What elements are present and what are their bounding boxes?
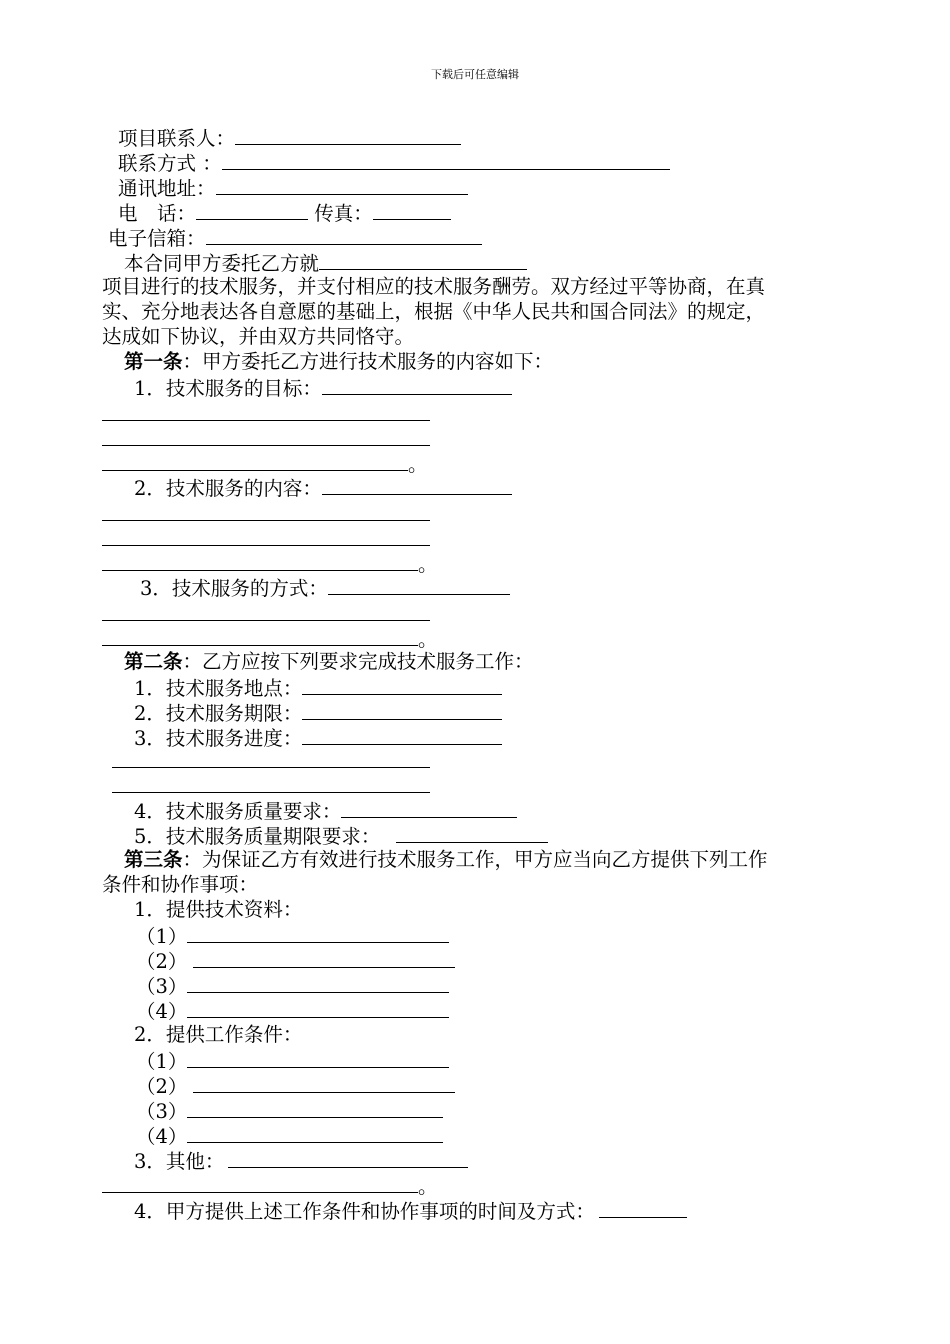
- email-field[interactable]: [206, 224, 482, 245]
- tech-doc-2: （2）: [136, 947, 455, 974]
- quality-requirement-field[interactable]: [341, 797, 517, 818]
- work-cond-1-field[interactable]: [187, 1047, 449, 1068]
- article2-item2: 2．技术服务期限：: [134, 699, 502, 726]
- article2-item4: 4．技术服务质量要求：: [134, 797, 517, 824]
- project-contact-label: 项目联系人：: [118, 127, 236, 150]
- blank-line[interactable]: [102, 420, 430, 421]
- service-method-field[interactable]: [328, 574, 510, 595]
- tech-doc-2-field[interactable]: [193, 947, 455, 968]
- blank-line[interactable]: [102, 545, 430, 546]
- article3-item3: 3．其他：: [134, 1147, 468, 1174]
- email-line: [108, 224, 482, 251]
- tech-doc-1-field[interactable]: [187, 922, 449, 943]
- work-cond-3: （3）: [136, 1097, 443, 1124]
- fax-label: 传真：: [314, 202, 373, 225]
- tech-doc-1: （1）: [136, 922, 449, 949]
- project-contact-field[interactable]: [235, 124, 461, 145]
- article2-title: 第二条: [124, 650, 183, 673]
- project-contact-line: [118, 124, 461, 151]
- tech-doc-3: （3）: [136, 972, 449, 999]
- phone-field[interactable]: [196, 199, 308, 220]
- article2-item1: 1．技术服务地点：: [134, 674, 502, 701]
- address-label: 通讯地址：: [118, 177, 216, 200]
- article3-item1: 1．提供技术资料：: [134, 898, 303, 921]
- service-content-field[interactable]: [322, 474, 512, 495]
- intro-line-1: 本合同甲方委托乙方就: [124, 249, 527, 276]
- phone-fax-line: [118, 199, 451, 226]
- blank-line[interactable]: [102, 1192, 418, 1193]
- other-field[interactable]: [228, 1147, 468, 1168]
- address-line: [118, 174, 468, 201]
- tech-doc-4: （4）: [136, 997, 449, 1024]
- email-label: 电子信箱：: [108, 227, 206, 250]
- service-progress-field[interactable]: [302, 724, 502, 745]
- article2-heading: 第二条：乙方应按下列要求完成技术服务工作：: [124, 650, 534, 673]
- work-cond-4-field[interactable]: [187, 1122, 443, 1143]
- work-cond-2: （2）: [136, 1072, 455, 1099]
- blank-line[interactable]: [102, 570, 418, 571]
- intro-line-3: 实、充分地表达各自意愿的基础上，根据《中华人民共和国合同法》的规定，: [102, 300, 766, 323]
- article2-item5: 5．技术服务质量期限要求：: [134, 822, 548, 849]
- article1-item1: 1．技术服务的目标：: [134, 374, 512, 401]
- article3-item4: 4．甲方提供上述工作条件和协作事项的时间及方式：: [134, 1197, 687, 1224]
- period-mark: 。: [418, 1175, 438, 1198]
- contact-method-field[interactable]: [222, 149, 670, 170]
- intro-line-2: 项目进行的技术服务，并支付相应的技术服务酬劳。双方经过平等协商，在真: [102, 275, 766, 298]
- article3-heading-cont: 条件和协作事项：: [102, 873, 259, 896]
- blank-line[interactable]: [112, 792, 430, 793]
- work-cond-3-field[interactable]: [187, 1097, 443, 1118]
- blank-line[interactable]: [102, 445, 430, 446]
- service-location-field[interactable]: [302, 674, 502, 695]
- service-goal-field[interactable]: [322, 374, 512, 395]
- article1-item2: 2．技术服务的内容：: [134, 474, 512, 501]
- intro-line-4: 达成如下协议，并由双方共同恪守。: [102, 325, 415, 348]
- work-cond-4: （4）: [136, 1122, 443, 1149]
- article1-heading: 第一条：甲方委托乙方进行技术服务的内容如下：: [124, 350, 554, 373]
- article2-item3: 3．技术服务进度：: [134, 724, 502, 751]
- blank-line[interactable]: [102, 620, 430, 621]
- phone-label: 电 话：: [118, 202, 197, 225]
- blank-line[interactable]: [112, 767, 430, 768]
- article3-title: 第三条: [124, 848, 183, 871]
- work-cond-2-field[interactable]: [193, 1072, 455, 1093]
- page-header: 下载后可任意编辑: [431, 68, 519, 81]
- article3-heading: 第三条：为保证乙方有效进行技术服务工作，甲方应当向乙方提供下列工作: [124, 848, 768, 871]
- contact-method-line: [118, 149, 670, 176]
- period-mark: 。: [408, 453, 428, 476]
- article3-item2: 2．提供工作条件：: [134, 1023, 303, 1046]
- fax-field[interactable]: [373, 199, 451, 220]
- contact-method-label: 联系方式 ：: [118, 152, 222, 175]
- article1-item3: 3．技术服务的方式：: [140, 574, 510, 601]
- quality-period-field[interactable]: [396, 822, 548, 843]
- service-period-field[interactable]: [302, 699, 502, 720]
- address-field[interactable]: [216, 174, 468, 195]
- period-mark: 。: [418, 628, 438, 651]
- tech-doc-4-field[interactable]: [187, 997, 449, 1018]
- work-cond-1: （1）: [136, 1047, 449, 1074]
- project-name-field[interactable]: [319, 249, 527, 270]
- blank-line[interactable]: [102, 645, 418, 646]
- blank-line[interactable]: [102, 520, 430, 521]
- blank-line[interactable]: [102, 470, 408, 471]
- period-mark: 。: [418, 553, 438, 576]
- tech-doc-3-field[interactable]: [187, 972, 449, 993]
- article1-title: 第一条: [124, 350, 183, 373]
- time-method-field[interactable]: [599, 1197, 687, 1218]
